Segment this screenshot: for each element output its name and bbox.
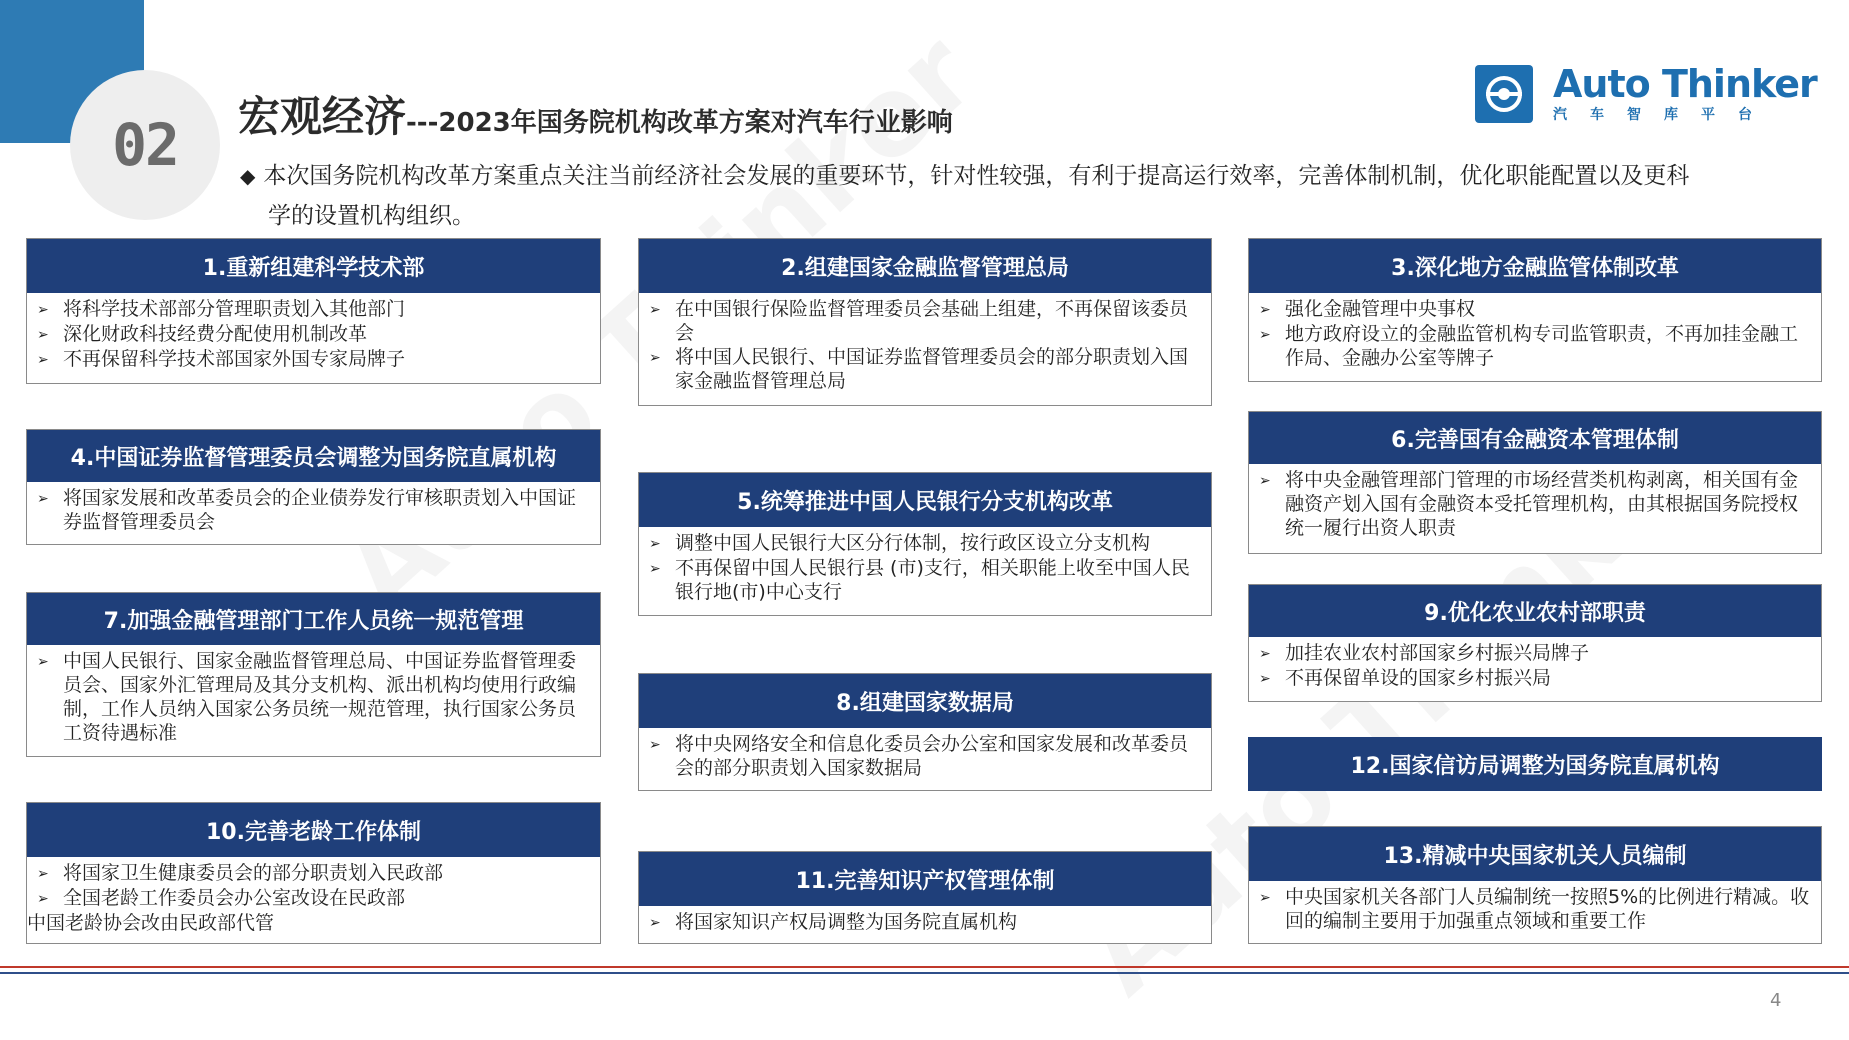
card-11-title: 11.完善知识产权管理体制 xyxy=(639,852,1211,906)
card-11-body xyxy=(639,906,1211,939)
logo-name: Auto Thinker xyxy=(1553,62,1817,106)
card-4-body xyxy=(27,482,600,538)
card-4-title: 4.中国证券监督管理委员会调整为国务院直属机构 xyxy=(27,430,600,482)
card-2-title: 2.组建国家金融监督管理总局 xyxy=(639,239,1211,293)
card-2-body xyxy=(639,293,1211,397)
list-item: ➢ 深化财政科技经费分配使用机制改革 xyxy=(37,323,368,345)
page-number: 4 xyxy=(1770,990,1782,1011)
diamond-bullet-icon: ◆ xyxy=(240,164,256,188)
intro-line-2: 学的设置机构组织。 xyxy=(268,203,475,229)
footer-rule-red xyxy=(0,966,1849,968)
arrow-bullet-icon: ➢ xyxy=(1259,671,1271,687)
list-item: ➢ 不再保留单设的国家乡村振兴局 xyxy=(1259,667,1552,689)
arrow-bullet-icon: ➢ xyxy=(649,302,661,318)
card-6-body xyxy=(1249,464,1821,544)
arrow-bullet-icon: ➢ xyxy=(37,302,49,318)
card-12-title: 12.国家信访局调整为国务院直属机构 xyxy=(1248,737,1822,791)
card-13-title: 13.精减中央国家机关人员编制 xyxy=(1249,827,1821,881)
footer-rule-blue xyxy=(0,972,1849,974)
card-5-body xyxy=(639,527,1211,608)
card-5-title: 5.统筹推进中国人民银行分支机构改革 xyxy=(639,473,1211,527)
card-7 xyxy=(26,592,601,757)
card-8-title: 8.组建国家数据局 xyxy=(639,674,1211,728)
arrow-bullet-icon: ➢ xyxy=(649,737,661,753)
intro-line-1: 本次国务院机构改革方案重点关注当前经济社会发展的重要环节，针对性较强，有利于提高运行效率，完善体制机制，优化职能配置以及更科 xyxy=(263,163,1690,189)
card-5 xyxy=(638,472,1212,616)
list-item: ➢ 在中国银行保险监督管理委员会基础上组建，不再保留该委员会 xyxy=(649,298,1189,344)
list-item: ➢ 将国家卫生健康委员会的部分职责划入民政部 xyxy=(37,862,444,884)
arrow-bullet-icon: ➢ xyxy=(37,654,49,670)
card-7-title: 7.加强金融管理部门工作人员统一规范管理 xyxy=(27,593,600,645)
list-item: ➢ 全国老龄工作委员会办公室改设在民政部 xyxy=(37,887,406,909)
card-6 xyxy=(1248,411,1822,554)
card-8-body xyxy=(639,728,1211,784)
card-10-body xyxy=(27,857,600,939)
card-9-body xyxy=(1249,637,1821,695)
logo-mark-icon xyxy=(1475,65,1533,123)
card-10 xyxy=(26,802,601,944)
list-item: ➢ 地方政府设立的金融监管机构专司监管职责，不再加挂金融工作局、金融办公室等牌子 xyxy=(1259,323,1799,369)
card-13-body xyxy=(1249,881,1821,937)
intro-paragraph xyxy=(240,156,1770,236)
list-item: ➢ 加挂农业农村部国家乡村振兴局牌子 xyxy=(1259,642,1590,664)
card-4 xyxy=(26,429,601,545)
page-title-main: 宏观经济 xyxy=(238,92,407,141)
card-6-title: 6.完善国有金融资本管理体制 xyxy=(1249,412,1821,464)
card-9-title: 9.优化农业农村部职责 xyxy=(1249,585,1821,637)
arrow-bullet-icon: ➢ xyxy=(37,866,49,882)
list-item: ➢ 将国家发展和改革委员会的企业债券发行审核职责划入中国证券监督管理委员会 xyxy=(37,487,577,533)
list-item: ➢ 将中央网络安全和信息化委员会办公室和国家发展和改革委员会的部分职责划入国家数据局 xyxy=(649,733,1189,779)
card-10-extra-line: 中国老龄协会改由民政部代管 xyxy=(27,912,275,934)
page-title-sub: ---2023年国务院机构改革方案对汽车行业影响 xyxy=(406,108,953,138)
list-item: ➢ 将国家知识产权局调整为国务院直属机构 xyxy=(649,911,1018,933)
card-1-body xyxy=(27,293,600,376)
card-7-body xyxy=(27,645,600,749)
list-item: ➢ 将中央金融管理部门管理的市场经营类机构剥离，相关国有金融资产划入国有金融资本受托管理机构，由其根据国务院授权统一履行出资人职责 xyxy=(1259,469,1799,539)
list-item: ➢ 不再保留中国人民银行县 (市)支行，相关职能上收至中国人民银行地(市)中心支行 xyxy=(649,557,1190,603)
section-number-badge xyxy=(70,70,220,220)
card-3-title: 3.深化地方金融监管体制改革 xyxy=(1249,239,1821,293)
arrow-bullet-icon: ➢ xyxy=(1259,890,1271,906)
logo-subtitle: 汽车智库平台 xyxy=(1553,107,1775,123)
list-item: ➢ 中央国家机关各部门人员编制统一按照5%的比例进行精减。收回的编制主要用于加强重点领域和重要工作 xyxy=(1259,886,1810,932)
arrow-bullet-icon: ➢ xyxy=(1259,646,1271,662)
card-11 xyxy=(638,851,1212,944)
list-item: ➢ 强化金融管理中央事权 xyxy=(1259,298,1476,320)
card-8 xyxy=(638,673,1212,791)
arrow-bullet-icon: ➢ xyxy=(649,350,661,366)
list-item: ➢ 将中国人民银行、中国证券监督管理委员会的部分职责划入国家金融监督管理总局 xyxy=(649,346,1189,392)
list-item: ➢ 调整中国人民银行大区分行体制，按行政区设立分支机构 xyxy=(649,532,1151,554)
list-item: ➢ 中国人民银行、国家金融监督管理总局、中国证券监督管理委员会、国家外汇管理局及其分支机构、派出机构均使用行政编制，工作人员纳入国家公务员统一规范管理，执行国家公务员工资待遇标准 xyxy=(37,650,577,744)
card-10-title: 10.完善老龄工作体制 xyxy=(27,803,600,857)
card-13 xyxy=(1248,826,1822,944)
page-title xyxy=(238,84,953,144)
arrow-bullet-icon: ➢ xyxy=(1259,473,1271,489)
arrow-bullet-icon: ➢ xyxy=(37,891,49,907)
list-item: ➢ 将科学技术部部分管理职责划入其他部门 xyxy=(37,298,406,320)
list-item: ➢ 不再保留科学技术部国家外国专家局牌子 xyxy=(37,348,406,370)
card-3 xyxy=(1248,238,1822,382)
arrow-bullet-icon: ➢ xyxy=(37,352,49,368)
card-1 xyxy=(26,238,601,384)
arrow-bullet-icon: ➢ xyxy=(1259,327,1271,343)
card-3-body xyxy=(1249,293,1821,374)
brand-logo xyxy=(1475,64,1817,124)
card-9 xyxy=(1248,584,1822,702)
arrow-bullet-icon: ➢ xyxy=(649,561,661,577)
card-1-title: 1.重新组建科学技术部 xyxy=(27,239,600,293)
arrow-bullet-icon: ➢ xyxy=(649,536,661,552)
arrow-bullet-icon: ➢ xyxy=(37,491,49,507)
card-2 xyxy=(638,238,1212,406)
section-number: 02 xyxy=(112,111,178,179)
arrow-bullet-icon: ➢ xyxy=(1259,302,1271,318)
arrow-bullet-icon: ➢ xyxy=(37,327,49,343)
arrow-bullet-icon: ➢ xyxy=(649,915,661,931)
